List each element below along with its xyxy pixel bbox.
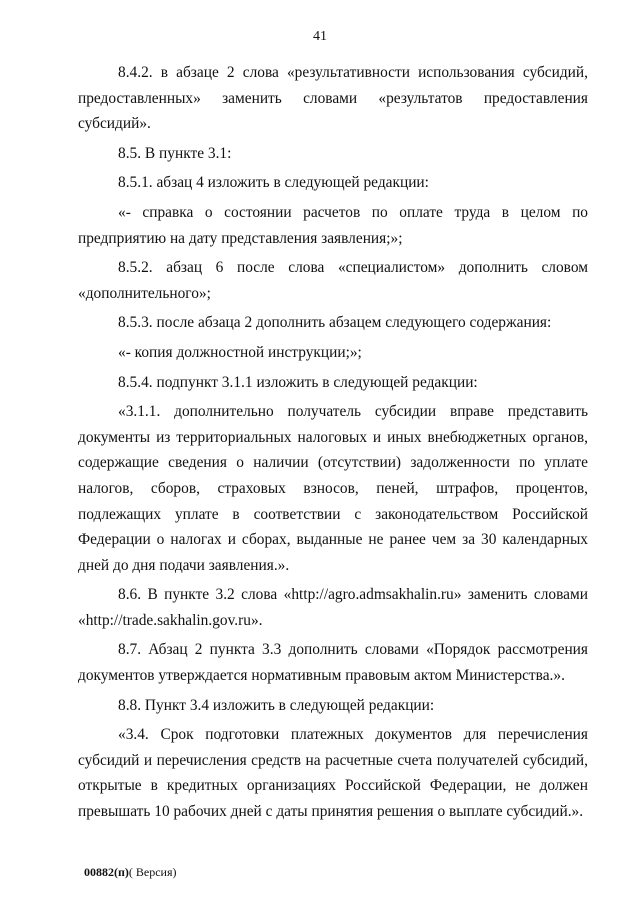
paragraph-8-6: 8.6. В пункте 3.2 слова «http://agro.admsakhalin.ru» заменить словами «http://trade.sakhalin.gov.ru».	[78, 586, 588, 629]
paragraph-8-7: 8.7. Абзац 2 пункта 3.3 дополнить словами «Порядок рассмотрения документов утверждается нормативным правовым актом Министерства.».	[78, 641, 588, 685]
paragraph-8-5-4-text: «3.1.1. дополнительно получатель субсидии вправе представить документы из территориальных налоговых и иных внебюджетных органов, содержащие сведения о наличии (отсутствии) задолженности по уплате налогов, сборов, страховых взносов, пеней, штрафов, процентов, подлежащих уплате в соответствии с законодательством Российской Федерации о налогах и сборах, выданные не ранее чем за 30 календарных дней до дня подачи заявления.».	[78, 403, 588, 574]
document-code: 00882(п)	[84, 865, 129, 879]
paragraph-8-5: 8.5. В пункте 3.1:	[118, 144, 232, 162]
paragraph-8-5-1-text: «- справка о состоянии расчетов по оплате труда в целом по предприятию на дату представления заявления;»;	[78, 203, 588, 247]
paragraph-8-5-3: 8.5.3. после абзаца 2 дополнить абзацем следующего содержания:	[118, 314, 552, 332]
paragraph-8-8: 8.8. Пункт 3.4 изложить в следующей редакции:	[118, 696, 435, 714]
paragraph-8-4-2: 8.4.2. в абзаце 2 слова «результативности использования субсидий, предоставленных» заменить словами «результатов предоставления субсидий».	[78, 64, 588, 133]
document-footer	[84, 865, 177, 880]
paragraph-8-5-2: 8.5.2. абзац 6 после слова «специалистом» дополнить словом «дополнительного»;	[78, 259, 588, 302]
paragraph-8-8-text: «3.4. Срок подготовки платежных документов для перечисления субсидий и перечисления средств на расчетные счета получателей субсидий, открытые в кредитных организациях Российской Федерации, не должен превышать 10 рабочих дней с даты принятия решения о выплате субсидий.».	[78, 726, 588, 821]
paragraph-8-5-1: 8.5.1. абзац 4 изложить в следующей редакции:	[118, 174, 429, 192]
document-body	[78, 60, 588, 829]
paragraph-8-5-3-text: «- копия должностной инструкции;»;	[118, 343, 362, 361]
paragraph-8-5-4: 8.5.4. подпункт 3.1.1 изложить в следующей редакции:	[118, 373, 478, 391]
document-version: ( Версия)	[128, 865, 177, 879]
page-number: 41	[313, 29, 327, 44]
